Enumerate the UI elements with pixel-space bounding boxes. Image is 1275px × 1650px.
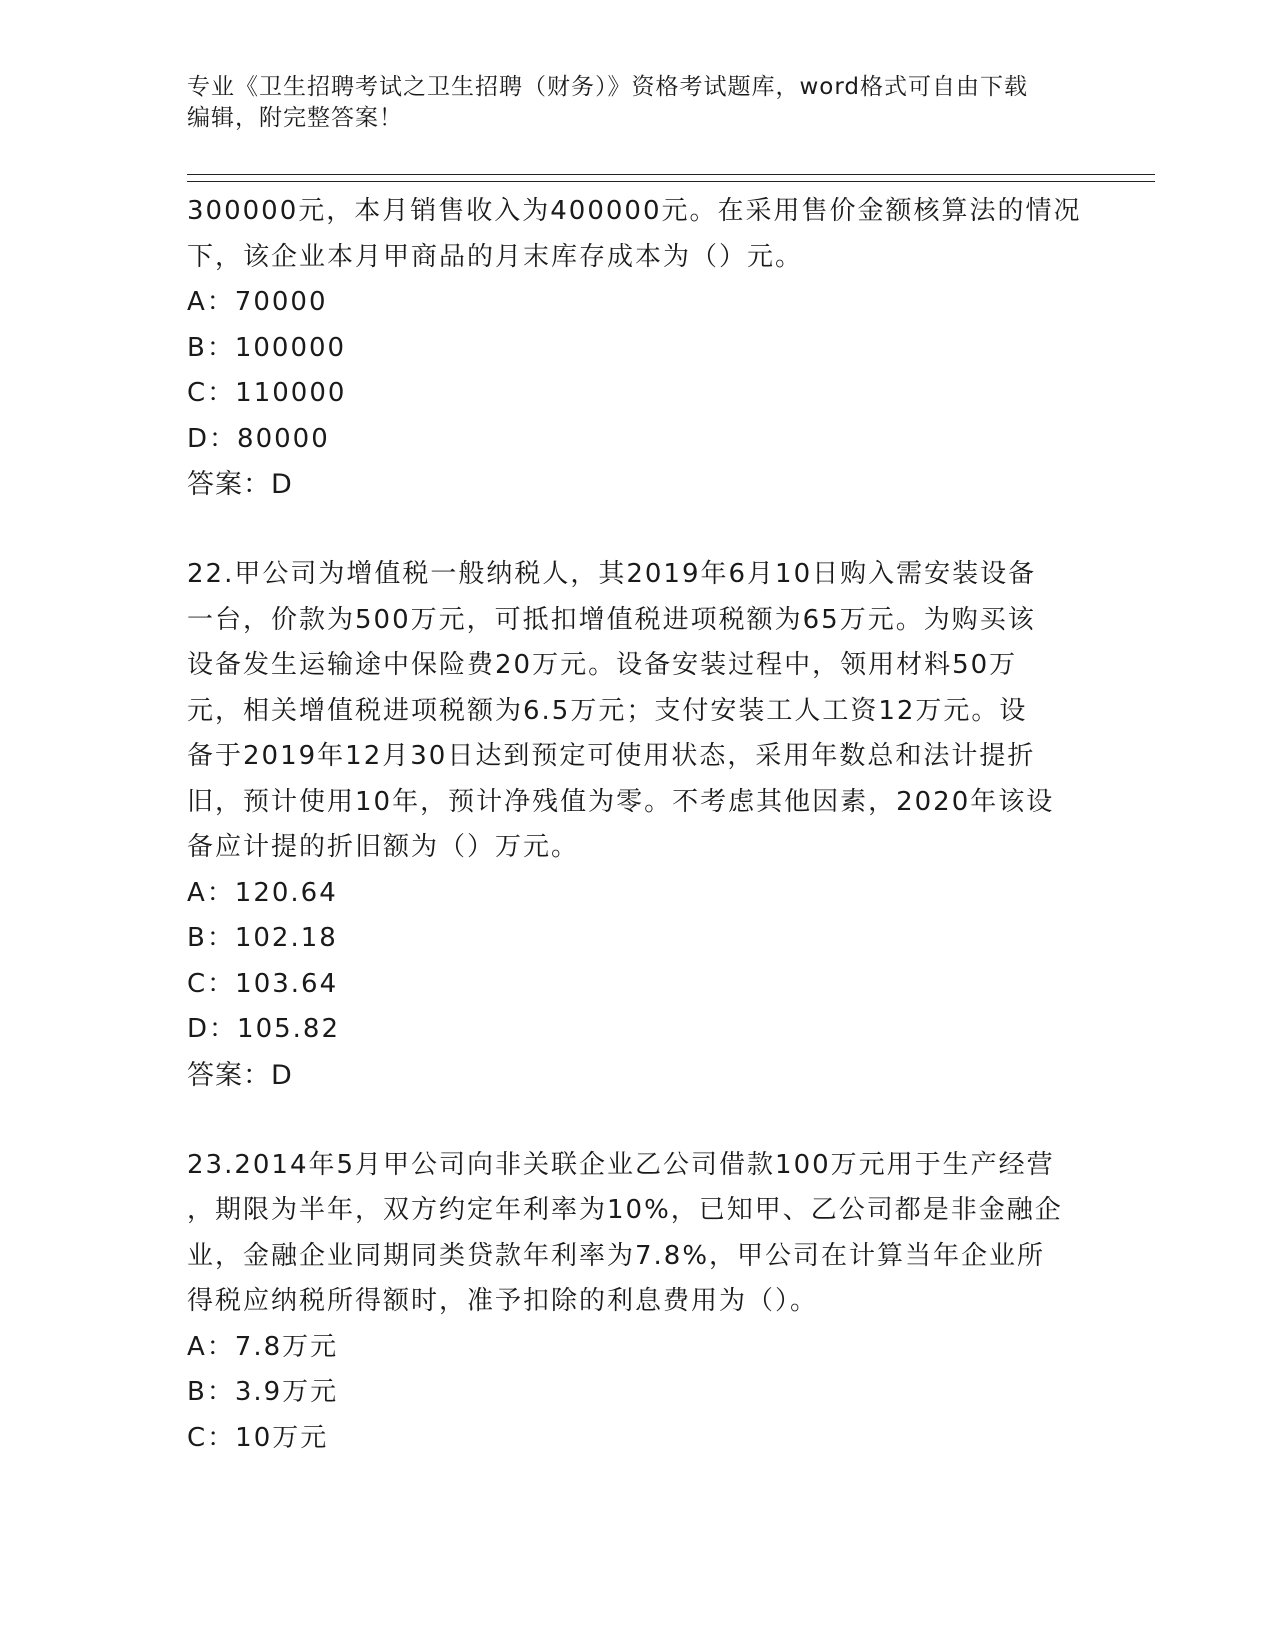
option-b: B：3.9万元 (187, 1377, 339, 1407)
header-rule-top (187, 174, 1155, 175)
question-stem-line: 得税应纳税所得额时，准予扣除的利息费用为（）。 (187, 1286, 819, 1316)
header-line-2: 编辑，附完整答案！ (187, 105, 403, 131)
question-stem-line: 下，该企业本月甲商品的月末库存成本为（）元。 (187, 241, 804, 272)
option-c: C：10万元 (187, 1422, 329, 1453)
question-stem-line: 业，金融企业同期同类贷款年利率为7.8%，甲公司在计算当年企业所 (187, 1240, 1046, 1271)
question-stem-line: 旧，预计使用10年，预计净残值为零。不考虑其他因素，2020年该设 (187, 786, 1055, 817)
answer-line: 答案：D (187, 1059, 293, 1091)
question-stem-line: 22.甲公司为增值税一般纳税人，其2019年6月10日购入需安装设备 (187, 559, 1037, 589)
option-c: C：103.64 (187, 968, 339, 999)
question-stem-line: 300000元，本月销售收入为400000元。在采用售价金额核算法的情况 (187, 196, 1082, 226)
header-line-1: 专业《卫生招聘考试之卫生招聘（财务）》资格考试题库，word格式可自由下载 (187, 74, 1029, 100)
spacer (187, 1098, 1087, 1143)
question-stem-line: ，期限为半年，双方约定年利率为10%，已知甲、乙公司都是非金融企 (187, 1195, 1063, 1225)
page-header (187, 72, 1077, 134)
question-stem-line: 备应计提的折旧额为（）万元。 (187, 832, 580, 862)
question-block (187, 189, 1087, 507)
option-c: C：110000 (187, 378, 347, 408)
question-stem-line: 23.2014年5月甲公司向非关联企业乙公司借款100万元用于生产经营 (187, 1149, 1055, 1180)
question-content (187, 189, 1087, 1461)
option-b: B：102.18 (187, 923, 338, 953)
option-d: D：80000 (187, 423, 330, 454)
spacer (187, 507, 1087, 552)
question-stem-line: 设备发生运输途中保险费20万元。设备安装过程中，领用材料50万 (187, 650, 1018, 680)
option-a: A：120.64 (187, 877, 338, 908)
option-a: A：70000 (187, 287, 328, 317)
option-b: B：100000 (187, 332, 347, 363)
question-block (187, 1143, 1087, 1462)
question-stem-line: 元，相关增值税进项税额为6.5万元；支付安装工人工资12万元。设 (187, 695, 1028, 726)
header-rule-bottom (187, 181, 1155, 182)
option-a: A：7.8万元 (187, 1331, 339, 1362)
question-stem-line: 备于2019年12月30日达到预定可使用状态，采用年数总和法计提折 (187, 741, 1036, 771)
option-d: D：105.82 (187, 1014, 340, 1044)
answer-line: 答案：D (187, 469, 293, 500)
question-block (187, 552, 1087, 1098)
question-stem-line: 一台，价款为500万元，可抵扣增值税进项税额为65万元。为购买该 (187, 604, 1036, 635)
